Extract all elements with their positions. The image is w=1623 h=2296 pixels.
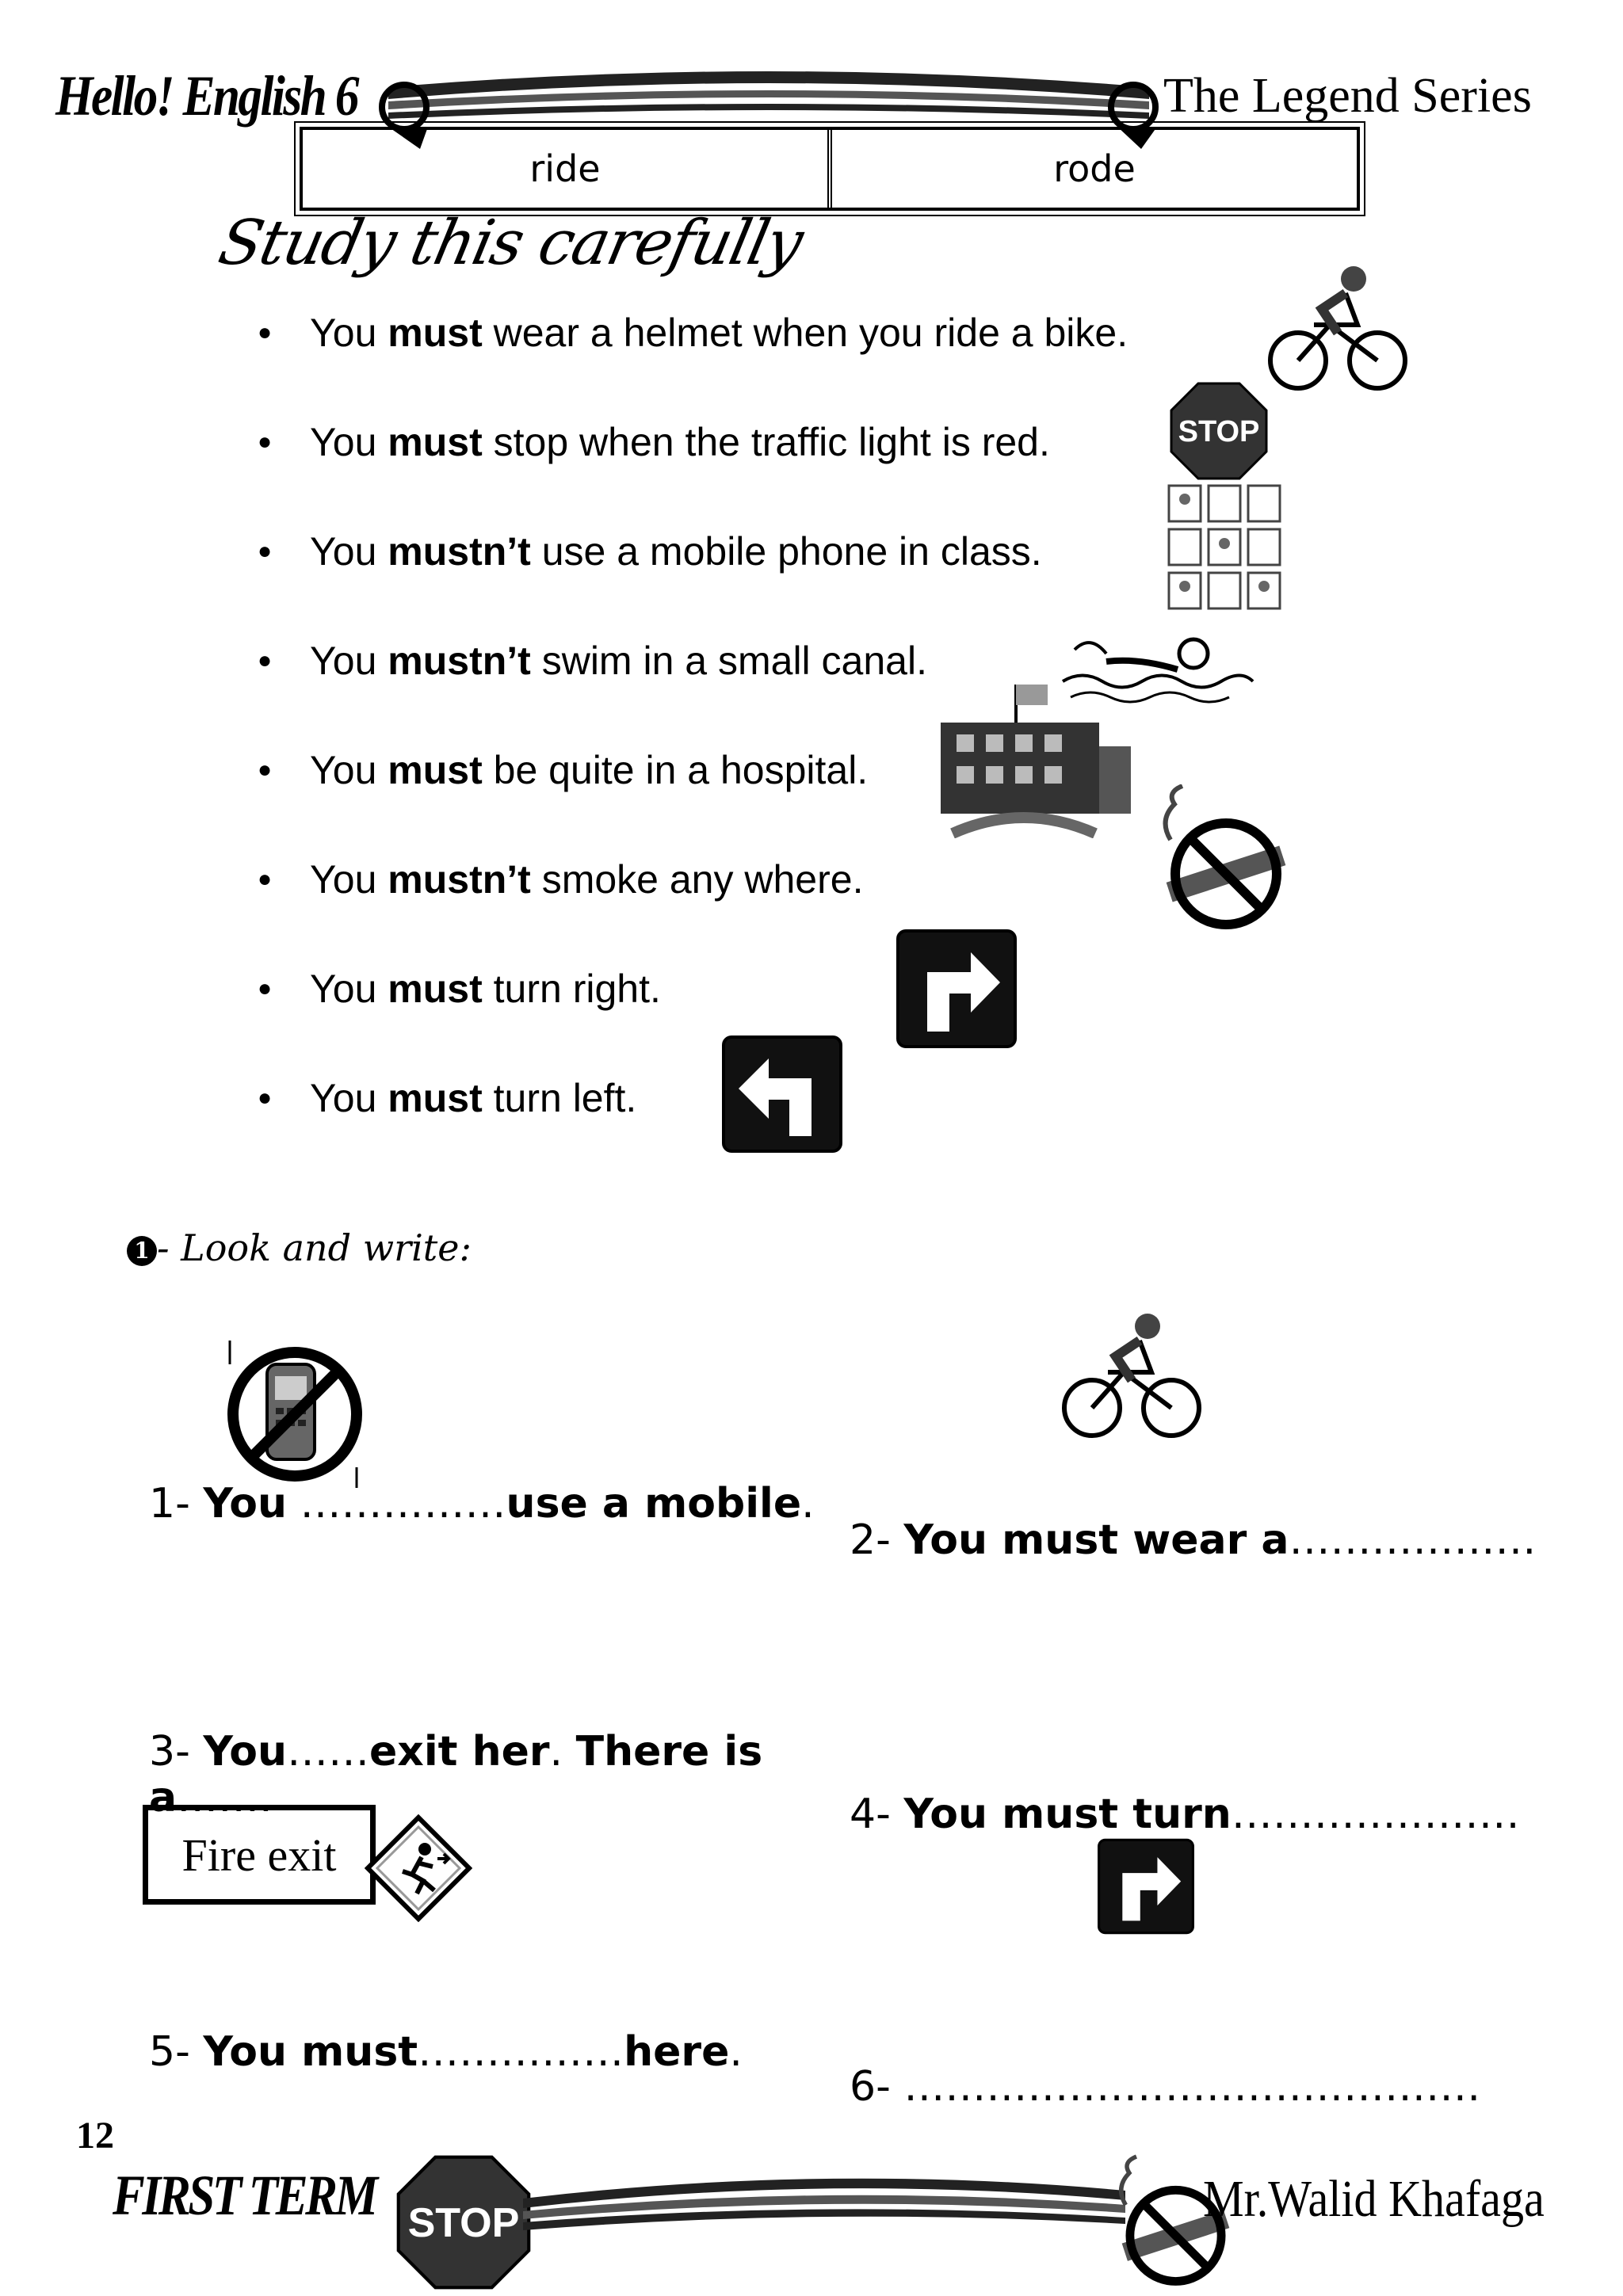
stop-sign-label: STOP — [407, 2199, 520, 2246]
no-smoking-icon — [1135, 784, 1293, 930]
list-item: ● You must be quite in a hospital. — [258, 746, 1128, 856]
svg-text:STOP: STOP — [1178, 415, 1260, 448]
book-title: Hello! English 6 — [55, 64, 357, 128]
exercise-title: 1 - Look and write: — [127, 1226, 472, 1269]
term-label: FIRST TERM — [113, 2164, 376, 2227]
ribbon-banner-icon — [523, 2167, 1125, 2238]
verb-base: ride — [303, 130, 832, 208]
verb-table — [300, 127, 1360, 211]
question-4: 4- You must turn………………… — [850, 1791, 1520, 1838]
emergency-exit-icon — [365, 1814, 472, 1922]
question-3: 3- You……exit her. There is a……. — [149, 1728, 763, 1821]
list-item: ● You must stop when the traffic light is red. — [258, 418, 1128, 528]
classroom-icon — [1165, 482, 1284, 612]
question-2: 2- You must wear a……………… — [850, 1516, 1537, 1564]
hospital-icon — [937, 683, 1135, 838]
stop-sign-icon — [1170, 382, 1268, 480]
list-item: ● You mustn’t use a mobile phone in class. — [258, 528, 1128, 637]
question-1: 1- You ……………use a mobile. — [149, 1480, 815, 1527]
study-heading: Study this carefully — [212, 208, 808, 279]
list-item: ● You must wear a helmet when you ride a bike. — [258, 309, 1128, 418]
cyclist-icon — [1266, 261, 1409, 396]
page-number: 12 — [76, 2115, 114, 2157]
turn-right-icon — [1097, 1838, 1195, 1935]
turn-left-icon — [721, 1035, 843, 1154]
verb-past: rode — [1053, 147, 1136, 190]
list-item: ● You must turn right. — [258, 965, 1128, 1074]
exercise-number: 1 — [127, 1236, 157, 1266]
list-item: ● You mustn’t swim in a small canal. — [258, 637, 1128, 746]
series-name: The Legend Series — [1163, 69, 1532, 123]
stop-sign-icon — [396, 2155, 531, 2290]
fire-exit-sign: Fire exit — [143, 1805, 376, 1905]
list-item: ● You mustn’t smoke any where. — [258, 856, 1128, 965]
question-5: 5- You must……………here. — [149, 2028, 743, 2076]
no-mobile-icon — [223, 1341, 366, 1488]
list-item: ● You must turn left. — [258, 1074, 1128, 1184]
turn-right-icon — [896, 929, 1018, 1049]
question-6: 6- …………………………………… — [850, 2063, 1481, 2111]
cyclist-icon — [1060, 1309, 1203, 1444]
author-name: Mr.Walid Khafaga — [1203, 2170, 1545, 2228]
